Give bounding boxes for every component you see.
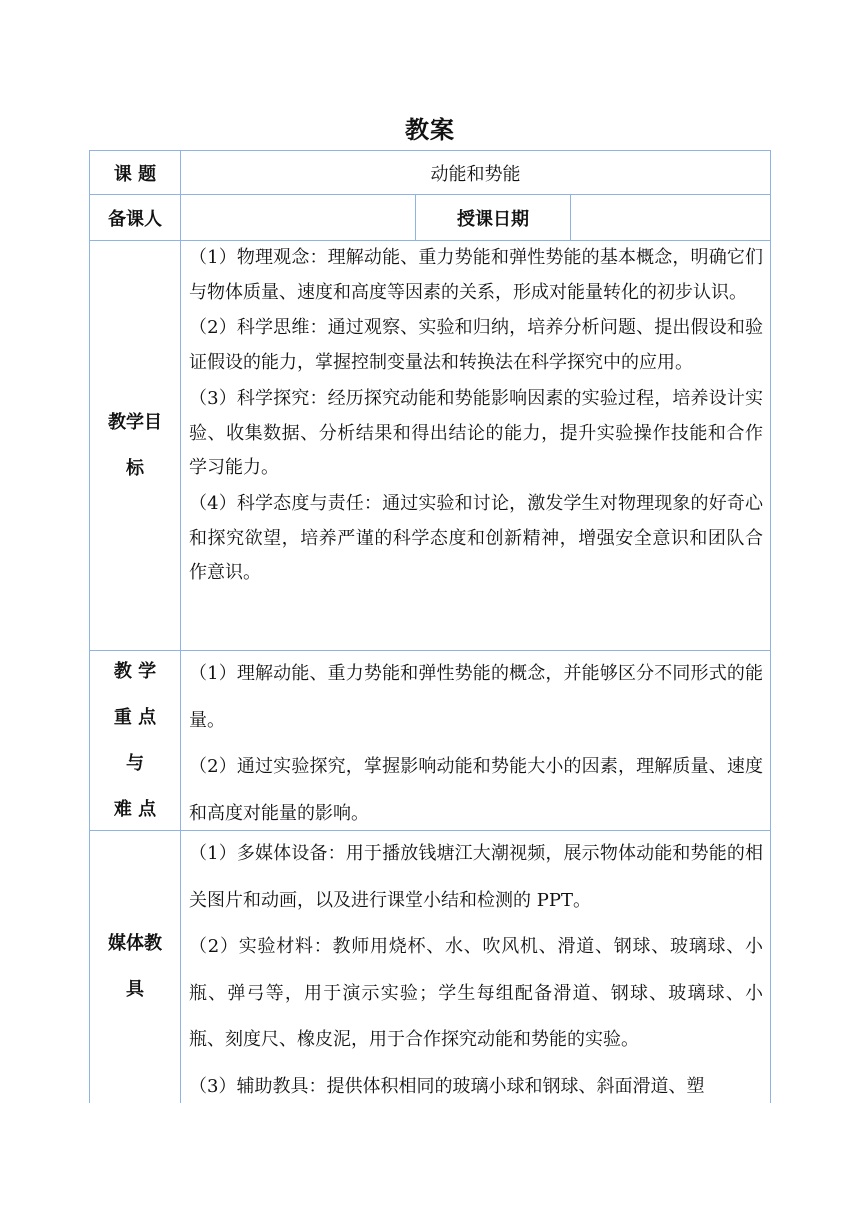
date-label: 授课日期 [457,208,529,230]
topic-value: 动能和势能 [430,163,521,185]
date-value [571,195,770,240]
key-point-item: （1）理解动能、重力势能和弹性势能的概念，并能够区分不同形式的能量。 [189,663,763,731]
column-divider [180,150,181,1103]
key-points-label-line: 难 点 [113,798,157,820]
media-label-line: 具 [126,979,144,1000]
objectives-label [90,241,180,650]
media-content [189,831,763,1103]
objectives-content [189,241,763,650]
key-points-label-line: 教 学 [113,660,157,682]
lesson-plan-table [89,150,771,1103]
table-border-right [770,150,771,1103]
objectives-label-line: 标 [126,457,144,479]
key-point-item: （2）通过实验探究，掌握影响动能和势能大小的因素，理解质量、速度和高度对能量的影响。 [189,756,763,824]
objective-item: （4）科学态度与责任：通过实验和讨论，激发学生对物理现象的好奇心和探究欲望，培养严谨的科学态度和创新精神，增强安全意识和团队合作意识。 [189,492,763,584]
media-label-line: 媒体教 [108,933,162,954]
key-points-label-line: 重 点 [113,706,157,728]
preparer-value [181,195,415,240]
objective-item: （3）科学探究：经历探究动能和势能影响因素的实验过程，培养设计实验、收集数据、分析结果和得出结论的能力，提升实验操作技能和合作学习能力。 [189,387,763,479]
key-points-content [189,651,763,830]
media-label [90,831,180,1103]
objective-item: （1）物理观念：理解动能、重力势能和弹性势能的基本概念，明确它们与物体质量、速度和高度等因素的关系，形成对能量转化的初步认识。 [189,247,763,303]
objective-item: （2）科学思维：通过观察、实验和归纳，培养分析问题、提出假设和验证假设的能力，掌握控制变量法和转换法在科学探究中的应用。 [189,317,763,374]
objectives-label-line: 教学目 [108,411,162,433]
topic-label: 课 题 [113,163,157,185]
key-points-label-line: 与 [126,752,144,774]
document-title: 教案 [405,116,455,144]
media-item: （1）多媒体设备：用于播放钱塘江大潮视频，展示物体动能和势能的相关图片和动画，以及进行课堂小结和检测的 PPT。 [189,843,763,911]
media-item: （3）辅助教具：提供体积相同的玻璃小球和钢球、斜面滑道、塑 [189,1075,705,1097]
preparer-label: 备课人 [108,208,162,230]
media-item: （2）实验材料：教师用烧杯、水、吹风机、滑道、钢球、玻璃球、小瓶、弹弓等，用于演示实验；学生每组配备滑道、钢球、玻璃球、小瓶、刻度尺、橡皮泥，用于合作探究动能和势能的实验。 [189,936,763,1050]
key-points-label [90,651,180,830]
